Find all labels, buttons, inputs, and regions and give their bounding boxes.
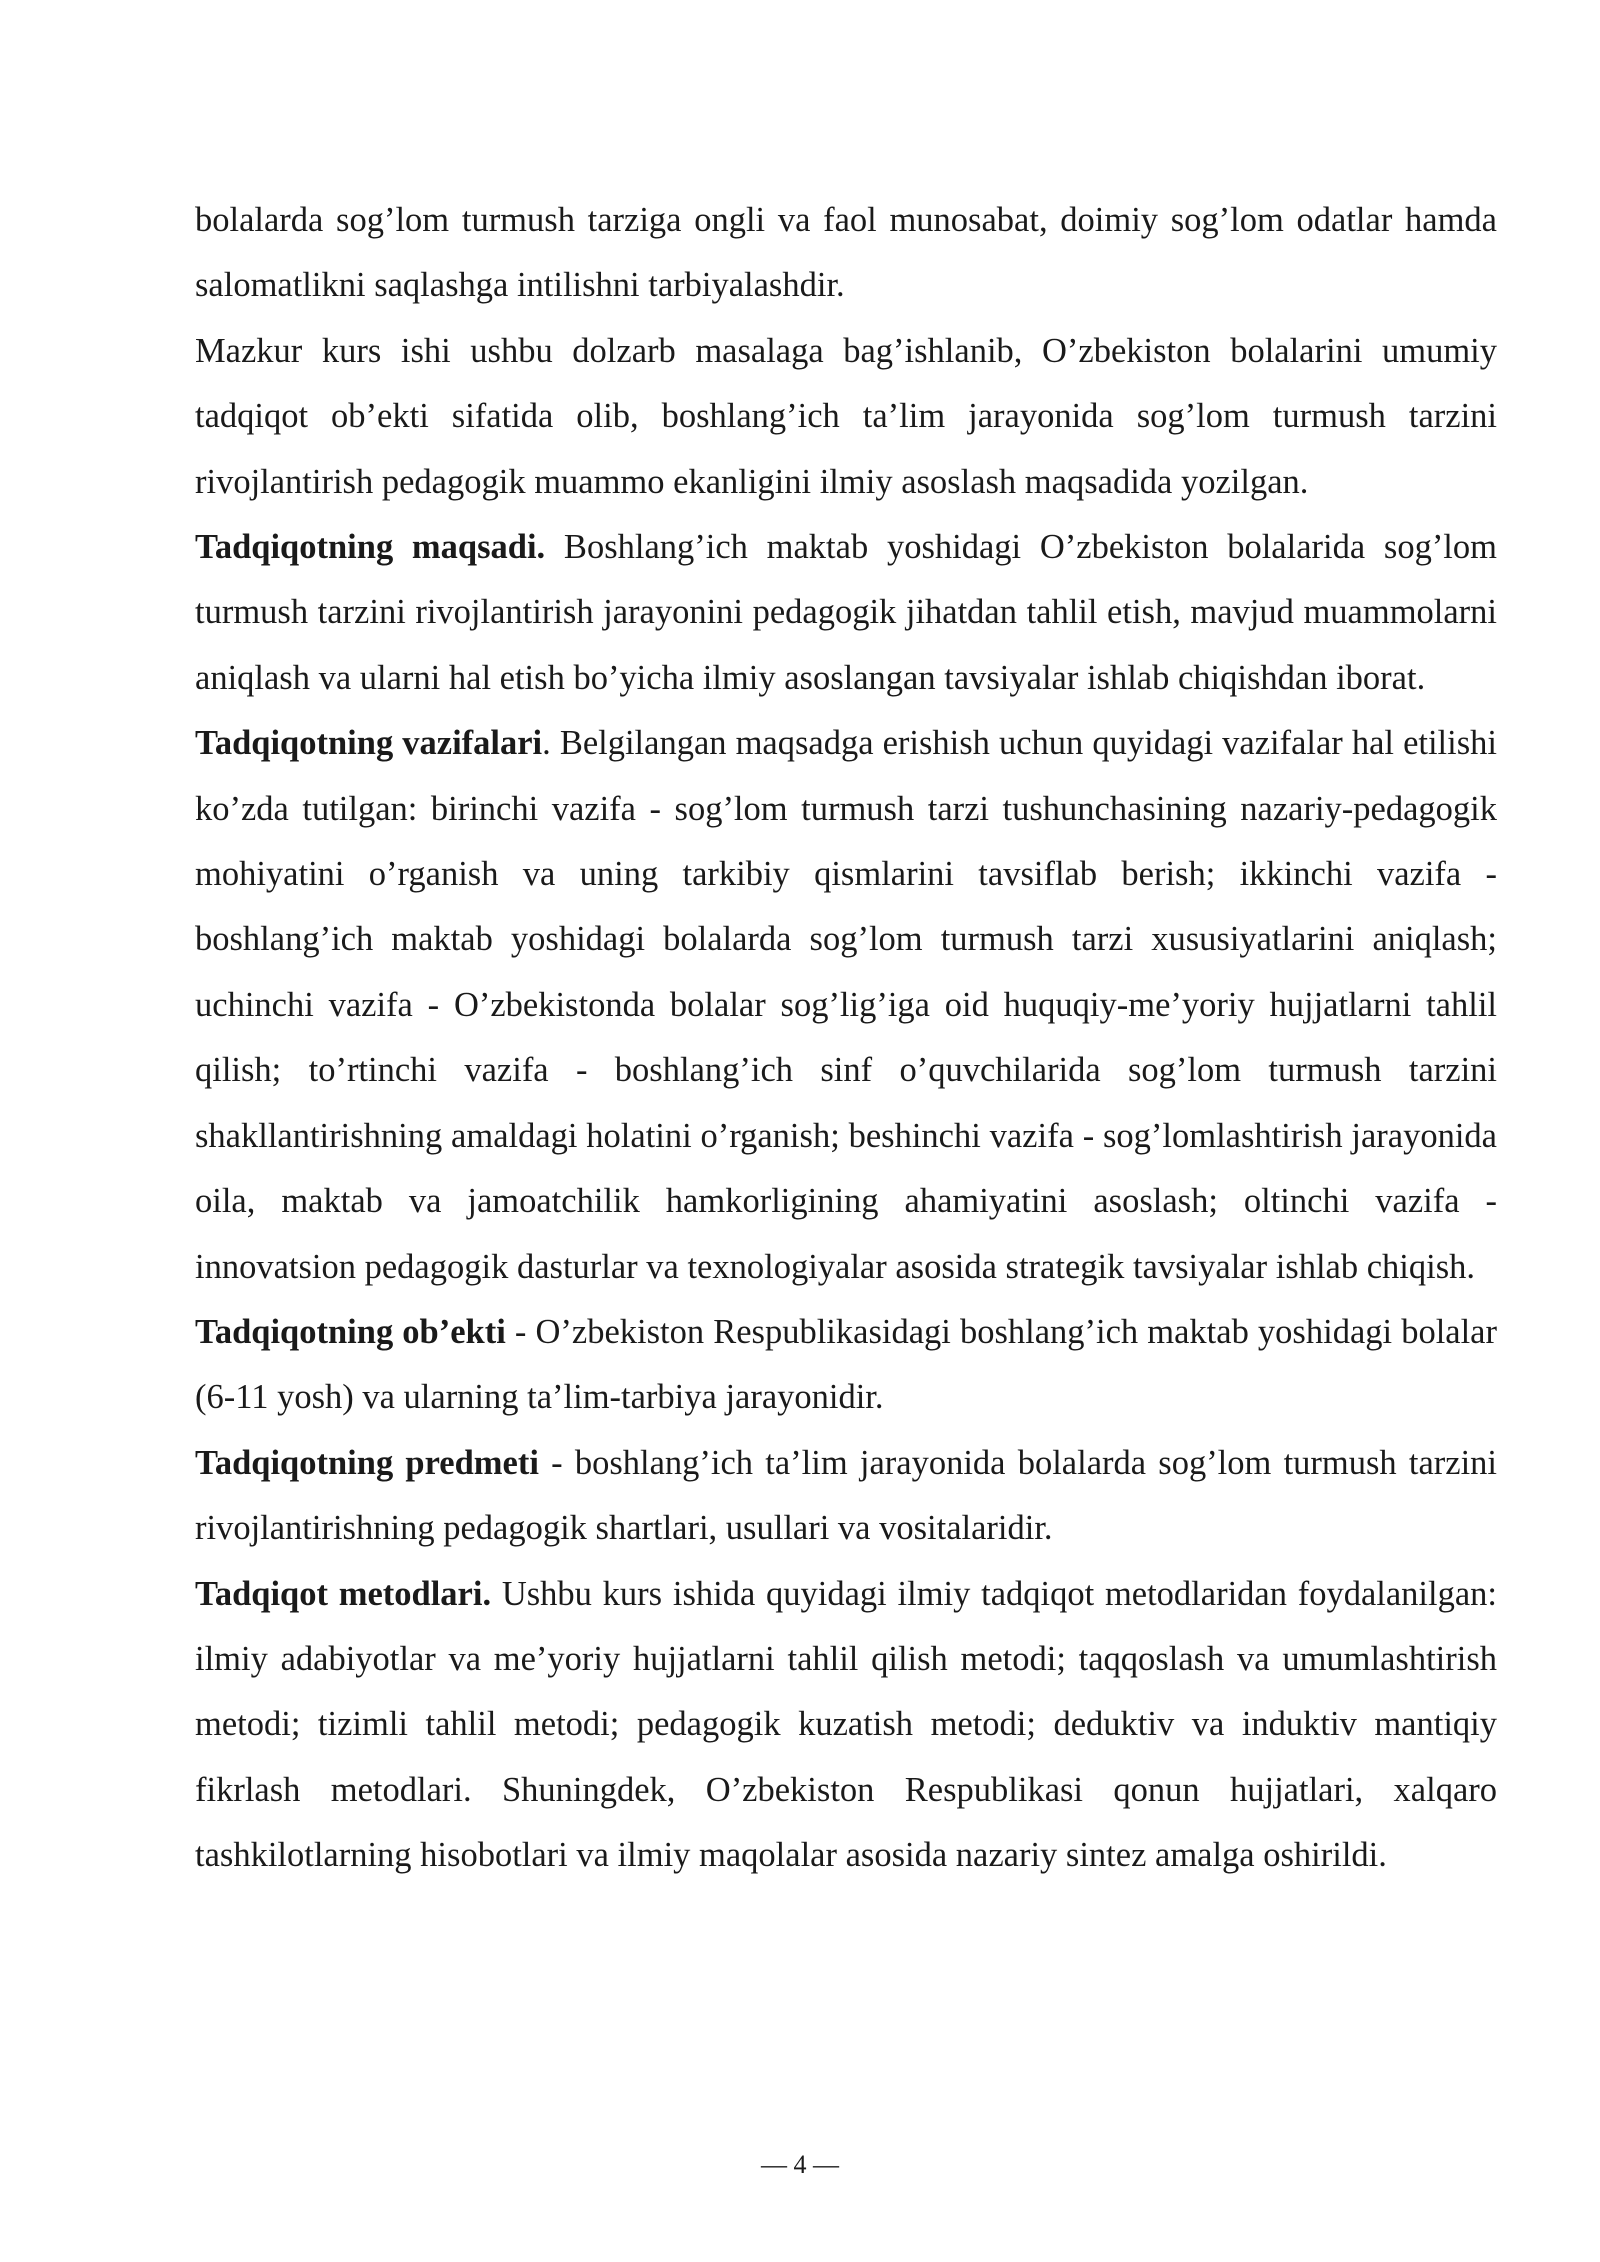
paragraph-text: . Belgilangan maqsadga erishish uchun quyidagi vazifalar hal etilishi ko’zda tutilgan: birinchi vazifa - sog’lom turmush tarzi tushunchasining nazariy-pedagogik mohiyatini o’rganish va uning tarkibiy qismlarini tavsiflab berish; ikkinchi vazifa - boshlang’ich maktab yoshidagi bolalarda sog’lom turmush tarzi xususiyatlarini aniqlash; uchinchi vazifa - O’zbekistonda bolalar sog’lig’iga oid huquqiy-me’yoriy hujjatlarni tahlil qilish; to’rtinchi vazifa - boshlang’ich sinf o’quvchilarida sog’lom turmush tarzini shakllantirishning amaldagi holatini o’rganish; beshinchi vazifa - sog’lomlashtirish jarayonida oila, maktab va jamoatchilik hamkorligining ahamiyatini asoslash; oltinchi vazifa - innovatsion pedagogik dasturlar va texnologiyalar asosida strategik tavsiyalar ishlab chiqish. [195, 724, 1497, 1286]
paragraph-research-goal [195, 515, 1497, 711]
paragraph-research-subject [195, 1431, 1497, 1562]
paragraph-heading-subject: Tadqiqotning predmeti [195, 1443, 539, 1482]
paragraph-heading-methods: Tadqiqot metodlari. [195, 1574, 492, 1613]
paragraph-text: Ushbu kurs ishida quyidagi ilmiy tadqiqot metodlaridan foydalanilgan: ilmiy adabiyotlar va me’yoriy hujjatlarni tahlil qilish metodi; taqqoslash va umumlashtirish metodi; tizimli tahlil metodi; pedagogik kuzatish metodi; deduktiv va induktiv mantiqiy fikrlash metodlari. Shuningdek, O’zbekiston Respublikasi qonun hujjatlari, xalqaro tashkilotlarning hisobotlari va ilmiy maqolalar asosida nazariy sintez amalga oshirildi. [195, 1574, 1497, 1875]
paragraph-research-methods [195, 1562, 1497, 1889]
paragraph-text: Mazkur kurs ishi ushbu dolzarb masalaga bag’ishlanib, O’zbekiston bolalarini umumiy tadqiqot ob’ekti sifatida olib, boshlang’ich ta’lim jarayonida sog’lom turmush tarzini rivojlantirish pedagogik muammo ekanligini ilmiy asoslash maqsadida yozilgan. [195, 331, 1497, 501]
paragraph-course-purpose [195, 319, 1497, 515]
paragraph-text: - boshlang’ich ta’lim jarayonida bolalarda sog’lom turmush tarzini rivojlantirishning pedagogik shartlari, usullari va vositalaridir. [195, 1443, 1497, 1548]
document-body [195, 188, 1497, 1889]
paragraph-text: - O’zbekiston Respublikasidagi boshlang’ich maktab yoshidagi bolalar (6-11 yosh) va ularning ta’lim-tarbiya jarayonidir. [195, 1312, 1497, 1417]
paragraph-text: bolalarda sog’lom turmush tarziga ongli va faol munosabat, doimiy sog’lom odatlar hamda salomatlikni saqlashga intilishni tarbiyalashdir. [195, 201, 1497, 305]
paragraph-heading-goal: Tadqiqotning maqsadi. [195, 528, 546, 567]
paragraph-intro-continuation [195, 188, 1497, 319]
paragraph-text: Boshlang’ich maktab yoshidagi O’zbekiston bolalarida sog’lom turmush tarzini rivojlantirish jarayonini pedagogik jihatdan tahlil etish, mavjud muammolarni aniqlash va ularni hal etish bo’yicha ilmiy asoslangan tavsiyalar ishlab chiqishdan iborat. [195, 528, 1497, 697]
paragraph-research-object [195, 1300, 1497, 1431]
page-number: — 4 — [761, 2150, 839, 2179]
paragraph-heading-object: Tadqiqotning ob’ekti [195, 1312, 506, 1351]
paragraph-research-tasks [195, 711, 1497, 1300]
paragraph-heading-tasks: Tadqiqotning vazifalari [195, 724, 543, 763]
